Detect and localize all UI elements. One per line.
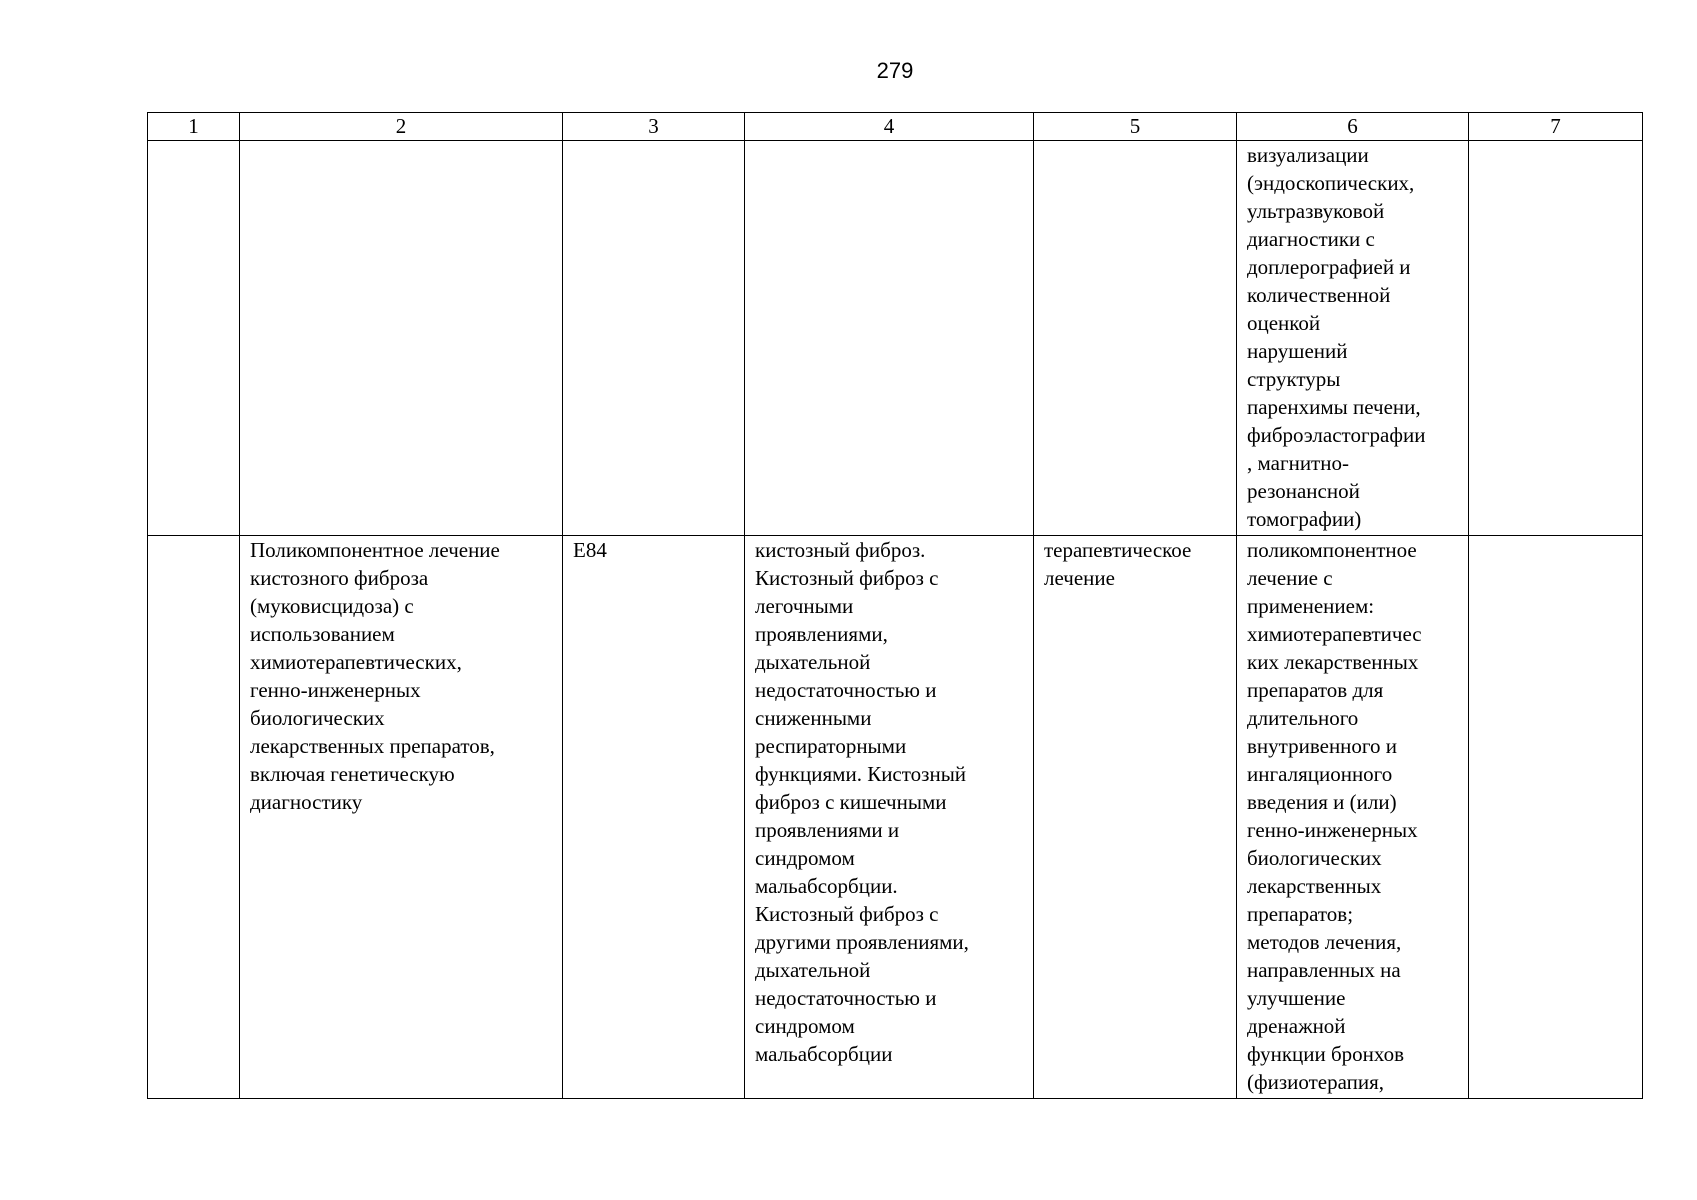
- table-cell: терапевтическое лечение: [1034, 536, 1237, 1099]
- table-cell: [240, 141, 563, 536]
- table-cell: визуализации (эндоскопических, ультразвуковой диагностики с доплерографией и количественной оценкой нарушений структуры паренхимы печени, фиброэластографии , магнитно- резонансной томографии): [1237, 141, 1469, 536]
- table-row: [148, 141, 1643, 536]
- table-cell: [148, 536, 240, 1099]
- table-cell: E84: [563, 536, 745, 1099]
- table-cell: [148, 141, 240, 536]
- table-row: [148, 536, 1643, 1099]
- table-cell: Поликомпонентное лечение кистозного фиброза (муковисцидоза) с использованием химиотерапевтических, генно-инженерных биологических лекарственных препаратов, включая генетическую диагностику: [240, 536, 563, 1099]
- column-header-1: 1: [148, 113, 240, 141]
- medical-care-table: [147, 112, 1643, 1099]
- table-cell: поликомпонентное лечение с применением: химиотерапевтичес ких лекарственных препаратов для длительного внутривенного и ингаляционного введения и (или) генно-инженерных биологических лекарственных препаратов; методов лечения, направленных на улучшение дренажной функции бронхов (физиотерапия,: [1237, 536, 1469, 1099]
- table-cell: [1469, 536, 1643, 1099]
- table-cell: кистозный фиброз. Кистозный фиброз с легочными проявлениями, дыхательной недостаточностью и сниженными респираторными функциями. Кистозный фиброз с кишечными проявлениями и синдромом мальабсорбции. Кистозный фиброз с другими проявлениями, дыхательной недостаточностью и синдромом мальабсорбции: [745, 536, 1034, 1099]
- column-header-4: 4: [745, 113, 1034, 141]
- table-header-row: [148, 113, 1643, 141]
- column-header-6: 6: [1237, 113, 1469, 141]
- page-number: 279: [876, 58, 914, 83]
- table-cell: [1469, 141, 1643, 536]
- column-header-5: 5: [1034, 113, 1237, 141]
- table-cell: [563, 141, 745, 536]
- column-header-2: 2: [240, 113, 563, 141]
- table-cell: [745, 141, 1034, 536]
- column-header-3: 3: [563, 113, 745, 141]
- column-header-7: 7: [1469, 113, 1643, 141]
- table-cell: [1034, 141, 1237, 536]
